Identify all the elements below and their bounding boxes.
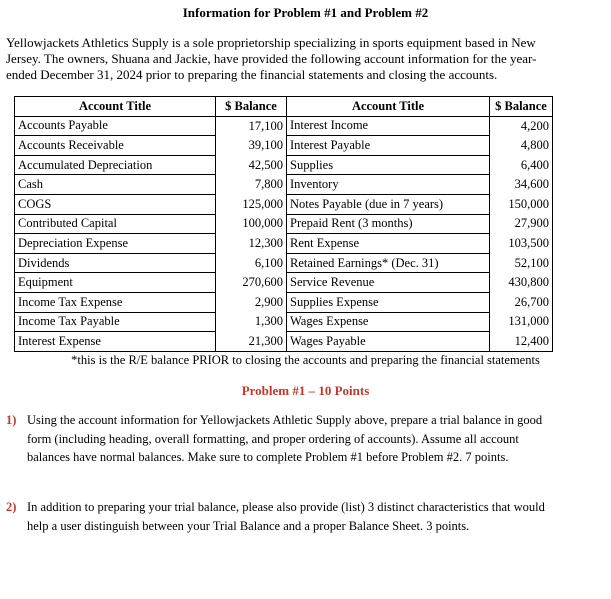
account-title-left: Cash — [15, 175, 216, 195]
account-title-left: Income Tax Expense — [15, 292, 216, 312]
balance-left: 17,100 — [216, 116, 287, 136]
table-row — [15, 312, 553, 332]
question-number: 2) — [6, 500, 17, 514]
header-balance-1: $ Balance — [216, 97, 287, 117]
account-title-left: Equipment — [15, 273, 216, 293]
account-title-left: COGS — [15, 194, 216, 214]
balance-right: 26,700 — [490, 292, 553, 312]
balance-right: 6,400 — [490, 155, 553, 175]
account-title-right: Service Revenue — [287, 273, 490, 293]
table-row — [15, 253, 553, 273]
balance-left: 270,600 — [216, 273, 287, 293]
header-balance-2: $ Balance — [490, 97, 553, 117]
table-row — [15, 214, 553, 234]
balance-right: 4,200 — [490, 116, 553, 136]
balance-left: 7,800 — [216, 175, 287, 195]
account-title-right: Retained Earnings* (Dec. 31) — [287, 253, 490, 273]
account-title-left: Accumulated Depreciation — [15, 155, 216, 175]
question-number: 1) — [6, 413, 17, 427]
table-body — [15, 116, 553, 351]
balance-left: 21,300 — [216, 332, 287, 352]
balance-right: 103,500 — [490, 234, 553, 254]
account-title-left: Income Tax Payable — [15, 312, 216, 332]
table-row — [15, 332, 553, 352]
account-title-right: Prepaid Rent (3 months) — [287, 214, 490, 234]
problem-heading: Problem #1 – 10 Points — [241, 383, 370, 398]
question-2 — [6, 498, 546, 535]
balance-right: 52,100 — [490, 253, 553, 273]
balance-left: 42,500 — [216, 155, 287, 175]
header-account-title-2: Account Title — [287, 97, 490, 117]
account-title-left: Dividends — [15, 253, 216, 273]
question-1 — [6, 411, 546, 467]
account-title-left: Accounts Payable — [15, 116, 216, 136]
balance-right: 34,600 — [490, 175, 553, 195]
balance-left: 2,900 — [216, 292, 287, 312]
balance-right: 150,000 — [490, 194, 553, 214]
account-title-right: Wages Expense — [287, 312, 490, 332]
page-title: Information for Problem #1 and Problem #2 — [182, 5, 429, 20]
account-table — [14, 96, 553, 352]
balance-left: 12,300 — [216, 234, 287, 254]
table-row — [15, 234, 553, 254]
account-title-right: Inventory — [287, 175, 490, 195]
account-title-left: Accounts Receivable — [15, 136, 216, 156]
account-title-right: Wages Payable — [287, 332, 490, 352]
table-row — [15, 175, 553, 195]
retained-earnings-note: *this is the R/E balance PRIOR to closing the accounts and preparing the financial statements — [71, 353, 540, 367]
table-header-row — [15, 97, 553, 117]
account-title-right: Interest Payable — [287, 136, 490, 156]
table-row — [15, 155, 553, 175]
account-title-left: Contributed Capital — [15, 214, 216, 234]
intro-paragraph: Yellowjackets Athletics Supply is a sole proprietorship specializing in sports equipment based in New Jersey. The owners, Shuana and Jackie, have provided the following account information for the year-ended December 31, 2024 prior to preparing the financial statements and closing the accounts. — [6, 35, 537, 82]
balance-left: 100,000 — [216, 214, 287, 234]
account-title-right: Notes Payable (due in 7 years) — [287, 194, 490, 214]
account-title-right: Interest Income — [287, 116, 490, 136]
table-row — [15, 116, 553, 136]
balance-right: 4,800 — [490, 136, 553, 156]
account-title-right: Supplies Expense — [287, 292, 490, 312]
table-row — [15, 273, 553, 293]
balance-left: 6,100 — [216, 253, 287, 273]
balance-left: 1,300 — [216, 312, 287, 332]
balance-right: 430,800 — [490, 273, 553, 293]
question-text: Using the account information for Yellowjackets Athletic Supply above, prepare a trial balance in good form (including heading, overall formatting, and proper ordering of accounts). Assume all account balances have normal balances. Make sure to complete Problem #1 before Problem #2. 7 points. — [27, 413, 543, 464]
account-title-right: Rent Expense — [287, 234, 490, 254]
account-title-left: Interest Expense — [15, 332, 216, 352]
table-row — [15, 136, 553, 156]
balance-left: 39,100 — [216, 136, 287, 156]
balance-right: 27,900 — [490, 214, 553, 234]
question-text: In addition to preparing your trial balance, please also provide (list) 3 distinct characteristics that would help a user distinguish between your Trial Balance and a proper Balance Sheet. 3 points. — [27, 500, 545, 533]
table-row — [15, 292, 553, 312]
account-title-right: Supplies — [287, 155, 490, 175]
header-account-title-1: Account Title — [15, 97, 216, 117]
balance-right: 131,000 — [490, 312, 553, 332]
table-row — [15, 194, 553, 214]
balance-right: 12,400 — [490, 332, 553, 352]
account-title-left: Depreciation Expense — [15, 234, 216, 254]
balance-left: 125,000 — [216, 194, 287, 214]
